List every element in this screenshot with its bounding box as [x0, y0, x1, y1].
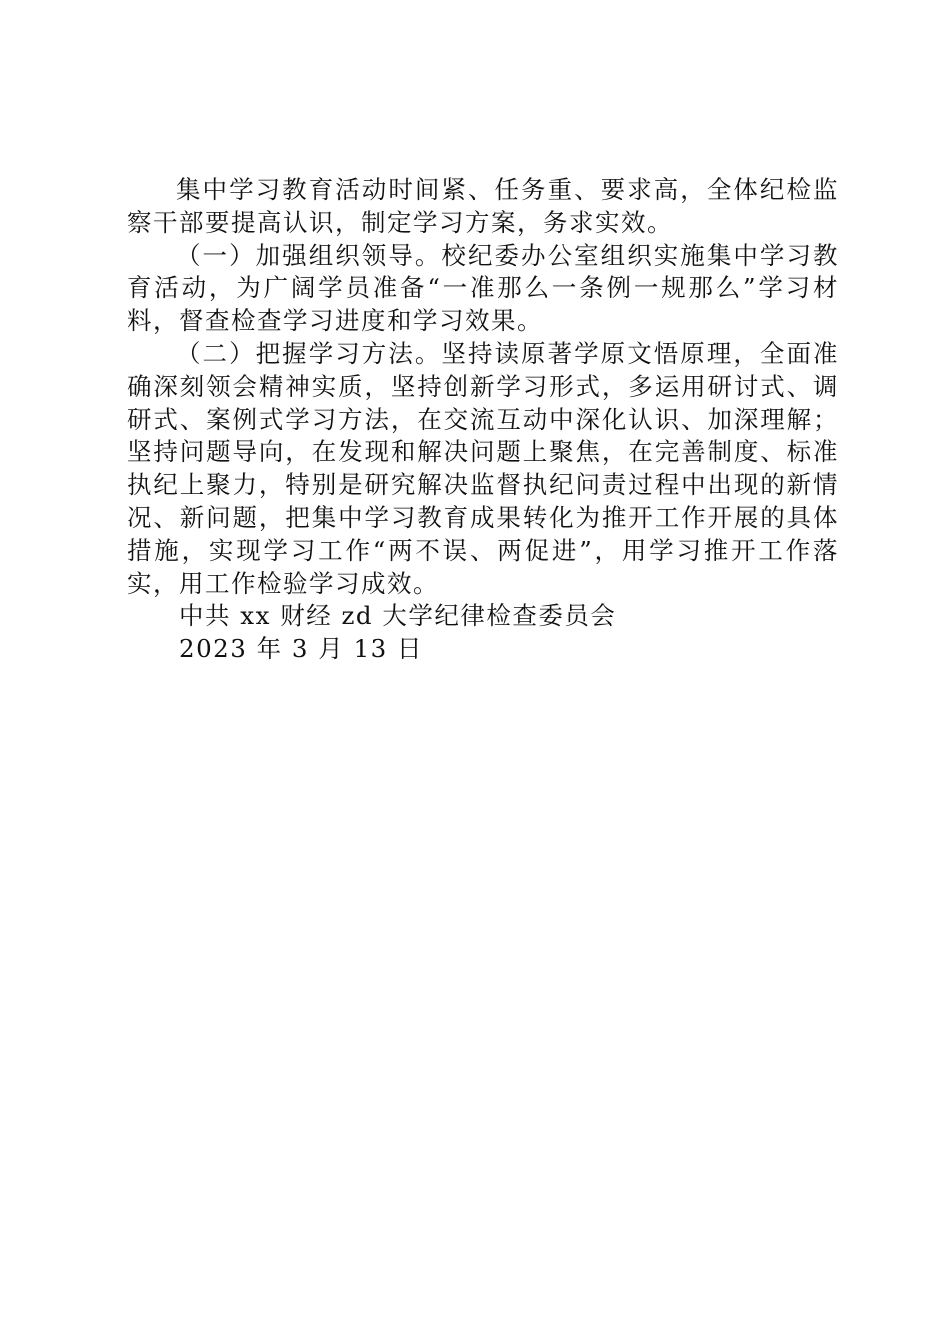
paragraph-organization-leadership: （一）加强组织领导。校纪委办公室组织实施集中学习教育活动，为广阔学员准备“一准那么一条例一规那么”学习材料，督查检查学习进度和学习效果。	[127, 240, 839, 336]
signature-organization: 中共 xx 财经 zd 大学纪律检查委员会	[179, 601, 617, 631]
signature-date: 2023 年 3 月 13 日	[179, 634, 424, 664]
paragraph-intro: 集中学习教育活动时间紧、任务重、要求高，全体纪检监察干部要提高认识，制定学习方案，务求实效。	[127, 175, 839, 237]
document-body	[127, 174, 839, 666]
paragraph-study-methods: （二）把握学习方法。坚持读原著学原文悟原理，全面准确深刻领会精神实质，坚持创新学习形式，多运用研讨式、调研式、案例式学习方法，在交流互动中深化认识、加深理解；坚持问题导向，在发现和解决问题上聚焦，在完善制度、标准执纪上聚力，特别是研究解决监督执纪问责过程中出现的新情况、新问题，把集中学习教育成果转化为推开工作开展的具体措施，实现学习工作“两不误、两促进”，用学习推开工作落实，用工作检验学习成效。	[127, 338, 839, 598]
